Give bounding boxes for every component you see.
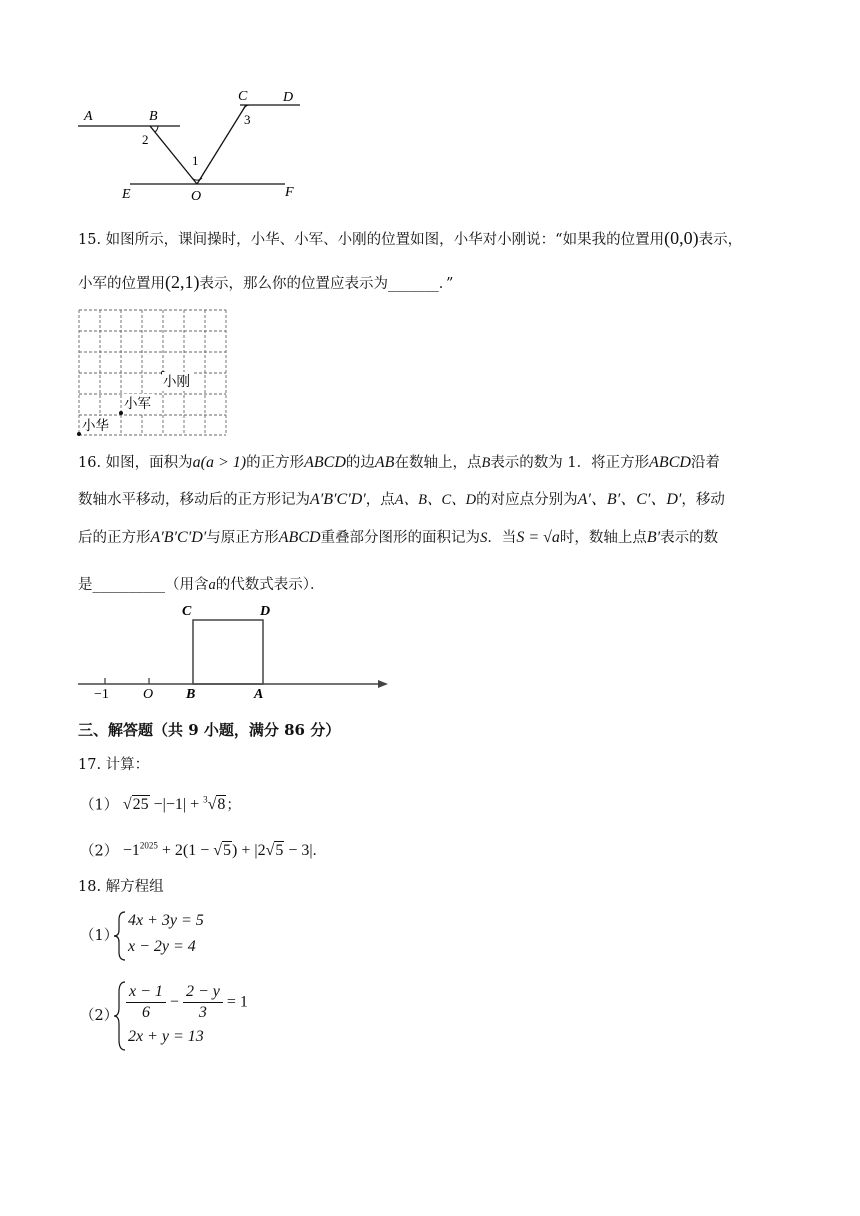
axis-arrow (378, 680, 388, 688)
q16-l2b: ，点 (365, 492, 395, 508)
q16-l1f: 沿着 (690, 455, 720, 471)
q16-l1a: 如图，面积为 (105, 455, 193, 471)
q16-l2e: A′、B′、C′、D′ (577, 491, 682, 508)
q16-line2 (78, 490, 725, 510)
q15-text-b: 表示， (698, 232, 743, 248)
q18-p1-label: （1） (80, 928, 119, 944)
q15-coord1: (0,0) (664, 228, 699, 248)
q16-l3b: 与原正方形 (206, 530, 279, 546)
q17-part2 (80, 836, 317, 861)
q16-ab: AB (374, 454, 395, 471)
q16-abcd-1: ABCD (304, 454, 346, 471)
q16-l2c: A、B、C、D (394, 492, 477, 508)
q16-l2f: ，移动 (681, 492, 725, 508)
label-F: F (285, 185, 294, 200)
label-angle-3: 3 (244, 112, 251, 127)
q17-p1-cbrt-index: 3 (203, 795, 208, 805)
position-grid (74, 306, 234, 440)
q17-p2-label: （2） (80, 843, 119, 860)
label-minus1: −1 (94, 687, 109, 700)
q17-part1 (80, 790, 241, 815)
q16-line4 (78, 575, 325, 595)
label-B: B (149, 109, 158, 124)
q17-p1-expr: √25 −|−1| + $^3$√8 (122, 795, 226, 814)
q16-abcdp-2: A′B′C′D′ (150, 529, 207, 546)
q16-bp: B′ (646, 529, 661, 546)
label-O: O (143, 687, 154, 700)
q16-s: S (480, 530, 488, 546)
q16-l4a: 是__________（用含 (78, 577, 209, 593)
q16-l3c: 重叠部分图形的面积记为 (320, 530, 481, 546)
q16-l4b: 的代数式表示）． (215, 577, 325, 593)
label-C: C (238, 89, 248, 104)
q17-p1-label: （1） (80, 797, 119, 814)
q16-abcd-3: ABCD (278, 529, 321, 546)
q18-p2-den1: 6 (141, 1004, 150, 1021)
q18-p2-num1: x − 1 (126, 982, 166, 1003)
label-O: O (191, 189, 202, 204)
label-A: A (254, 687, 264, 700)
q17-p2-s1: 5 (223, 842, 232, 860)
q17-p2-d: − 3|. (284, 842, 317, 860)
label-D: D (283, 90, 294, 105)
q18-number: 18. (78, 879, 102, 895)
label-C: C (182, 604, 192, 619)
label-xiaohua: 小华 (82, 418, 109, 434)
numberline-figure (74, 600, 394, 700)
q16-abcd-2: ABCD (649, 454, 691, 471)
q15-line2 (78, 272, 453, 294)
q17-p1-cbrt: 8 (217, 796, 226, 814)
q15-line2a: 小军的位置用 (78, 276, 165, 292)
q16-area-expr: a(a > 1) (192, 454, 247, 471)
label-angle-1: 1 (192, 153, 199, 168)
q16-a: a (208, 577, 216, 593)
q18-p2-num2: 2 − y (183, 982, 223, 1003)
q16-l1e: 表示的数为 1．将正方形 (490, 455, 650, 471)
q17-p2-b: + 2(1 − (161, 842, 214, 860)
q18-p2-rhs: = 1 (226, 993, 248, 1011)
q18-p2-eq2: 2x + y = 13 (128, 1028, 204, 1045)
q16-l3a: 后的正方形 (78, 530, 151, 546)
q15-line2b: 表示，那么你的位置应表示为_______．” (199, 276, 454, 292)
q18-p1-eq2: x − 2y = 4 (128, 938, 196, 955)
q18-p2-frac1 (126, 982, 166, 1023)
q17-number: 17. (78, 757, 102, 773)
label-A: A (84, 109, 93, 124)
q16-abcdp-1: A′B′C′D′ (310, 491, 366, 508)
q16-number: 16. (78, 455, 102, 471)
q16-l1b: 的正方形 (246, 455, 305, 471)
q17-p2-c: ) + |2 (232, 842, 266, 860)
square-ABCD (193, 620, 263, 684)
q18-p2-minus: − (169, 993, 179, 1011)
q16-l2a: 数轴水平移动，移动后的正方形记为 (78, 492, 310, 508)
q15-number: 15. (78, 232, 102, 248)
label-xiaogang: 小刚 (163, 374, 190, 390)
q17-p1-sqrt: 25 (132, 796, 149, 814)
q16-line3 (78, 528, 718, 548)
line-BO (150, 126, 197, 184)
q18-p2-frac2 (183, 982, 223, 1023)
q16-s-expr: S = √a (516, 529, 560, 546)
q16-l1d: 在数轴上，点 (394, 455, 482, 471)
section3-title: 三、解答题（共 9 小题，满分 86 分） (78, 721, 341, 739)
label-E: E (122, 187, 131, 202)
q16-l3e: 时，数轴上点 (559, 530, 647, 546)
label-B: B (186, 687, 196, 700)
q17-p1-end: ； (226, 797, 241, 814)
q17-title-text: 计算： (105, 757, 150, 773)
q17-p2-expr: $-1^{2025} + 2(1 - √5) + |2√5 - 3|$. (122, 841, 317, 860)
q16-l3f: 表示的数 (660, 530, 719, 546)
q16-l1c: 的边 (345, 455, 375, 471)
label-angle-2: 2 (142, 132, 149, 147)
point-xiaojun (119, 411, 123, 415)
q17-title (78, 755, 149, 775)
q18-p2-brace (113, 980, 127, 1052)
q18-p2-label: （2） (80, 1008, 119, 1024)
q17-p2-s2: 5 (275, 842, 284, 860)
q15-coord2: (2,1) (165, 272, 200, 292)
point-xiaohua (77, 432, 81, 436)
q18-p2-den2: 3 (198, 1004, 207, 1021)
angle-figure (70, 85, 330, 205)
q16-l3d: ．当 (487, 530, 517, 546)
q16-b: B (481, 455, 491, 471)
q18-p1-brace (113, 910, 127, 962)
q17-p2-a: −1 (122, 842, 140, 860)
q18-p1-eq1: 4x + 3y = 5 (128, 912, 204, 929)
label-xiaojun: 小军 (124, 396, 151, 412)
line-OC (197, 105, 246, 184)
label-D: D (260, 604, 271, 619)
q18-title (78, 877, 164, 897)
q18-p2-eq1 (126, 982, 248, 1023)
q15-text: 如图所示，课间操时，小华、小军、小刚的位置如图，小华对小刚说：“如果我的位置用 (105, 232, 665, 248)
angle-2-arc (155, 126, 158, 132)
q17-p2-exp: 2025 (139, 841, 158, 851)
q18-title-text: 解方程组 (105, 879, 164, 895)
q16-l2d: 的对应点分别为 (476, 492, 578, 508)
q16-line1 (78, 453, 720, 473)
q17-p1-rest: −|−1| + (153, 796, 204, 814)
q15-line1 (78, 228, 742, 250)
